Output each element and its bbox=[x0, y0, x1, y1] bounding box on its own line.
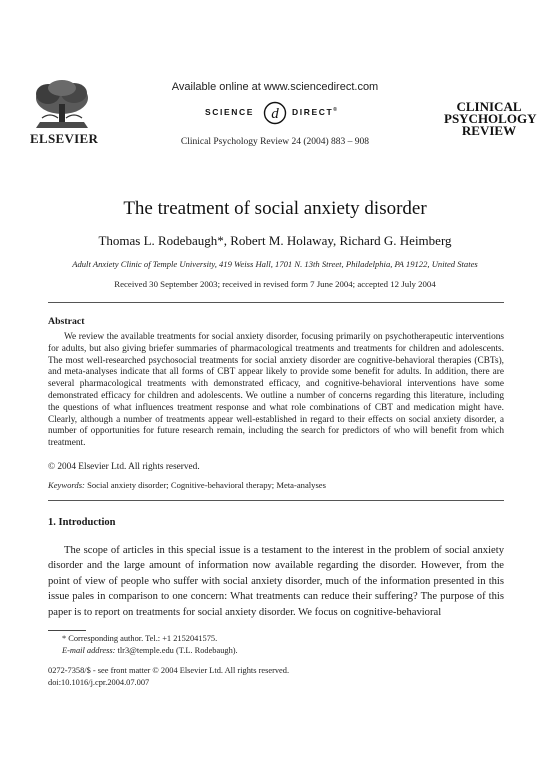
section-text: The scope of articles in this special issue is a testament to the interest in the problem of social anxiety disorder and the large amount of information now available regarding the disorder. However, from the point of view of people who suffer with social anxiety disorder, much of the information presented in this issue pales in comparison to one concern: What treatments can reduce their suffering? The purpose of this paper is to report on treatments for social anxiety disorder. We focus on cognitive-behavioral bbox=[48, 545, 504, 618]
section-heading: 1. Introduction bbox=[48, 517, 116, 528]
divider bbox=[48, 500, 504, 501]
email-link[interactable]: tlr3@temple.edu (T.L. Rodebaugh). bbox=[117, 646, 238, 655]
abstract-copyright: © 2004 Elsevier Ltd. All rights reserved. bbox=[48, 462, 200, 472]
footnote-divider bbox=[48, 630, 86, 631]
journal-logo bbox=[444, 99, 537, 138]
journal-name-line: REVIEW bbox=[461, 123, 517, 138]
elsevier-tree-logo bbox=[30, 78, 94, 130]
journal-name-line: CLINICAL bbox=[456, 99, 522, 114]
journal-citation: Clinical Psychology Review 24 (2004) 883 – 908 bbox=[180, 137, 370, 147]
affiliation: Adult Anxiety Clinic of Temple University, 419 Weiss Hall, 1701 N. 13th Street, Philadelphia, PA 19122, United States bbox=[72, 259, 478, 269]
keywords-label: Keywords: bbox=[48, 480, 85, 490]
abstract-body bbox=[48, 332, 504, 450]
issn-line: 0272-7358/$ - see front matter © 2004 Elsevier Ltd. All rights reserved. bbox=[48, 666, 290, 675]
article-title: The treatment of social anxiety disorder bbox=[123, 198, 427, 219]
sciencedirect-right: DIRECT® bbox=[292, 107, 339, 117]
email-label: E-mail address: bbox=[62, 646, 116, 655]
sciencedirect-logo bbox=[205, 101, 355, 125]
sciencedirect-left: SCIENCE bbox=[205, 107, 254, 117]
journal-name-line: PSYCHOLOGY bbox=[444, 111, 537, 126]
corresponding-author-note: * Corresponding author. Tel.: +1 2152041575. bbox=[62, 634, 218, 643]
keywords-text: Social anxiety disorder; Cognitive-behavioral therapy; Meta-analyses bbox=[87, 480, 326, 490]
received-dates: Received 30 September 2003; received in revised form 7 June 2004; accepted 12 July 2004 bbox=[114, 279, 436, 289]
abstract-text: We review the available treatments for social anxiety disorder, focusing primarily on psychotherapeutic interventions for adults, but also giving briefer summaries of pharmacological treatments and treatments for children and adolescents. The most well-researched psychosocial treatments for social anxiety disorder are cognitive-behavioral therapies (CBTs), and meta-analyses indicate that all forms of CBT appear likely to provide some benefit for adults. In addition, there are several pharmacological treatments with demonstrated efficacy, and cognitive-behavioral interventions have some demonstrated efficacy for children and adolescents. We outline a number of concerns regarding this literature, including the questions of what influences treatment response and what role combinations of CBT and medication might have. Clearly, although a number of treatments appear well-established in regard to their effects on social anxiety disorder, a number of opportunities for future research remain, including the search for predictors of who will benefit from which treatment. bbox=[48, 332, 504, 449]
doi-link[interactable]: doi:10.1016/j.cpr.2004.07.007 bbox=[48, 678, 150, 687]
keywords bbox=[48, 480, 326, 490]
abstract-heading: Abstract bbox=[48, 316, 85, 327]
sciencedirect-at-icon bbox=[263, 101, 287, 125]
email-note bbox=[62, 646, 238, 655]
section-body bbox=[48, 543, 504, 620]
publisher-name: ELSEVIER bbox=[30, 131, 99, 146]
svg-text:d: d bbox=[271, 106, 279, 122]
author-list: Thomas L. Rodebaugh*, Robert M. Holaway, Richard G. Heimberg bbox=[98, 233, 452, 248]
available-online-text: Available online at www.sciencedirect.com bbox=[171, 81, 379, 93]
divider bbox=[48, 302, 504, 303]
